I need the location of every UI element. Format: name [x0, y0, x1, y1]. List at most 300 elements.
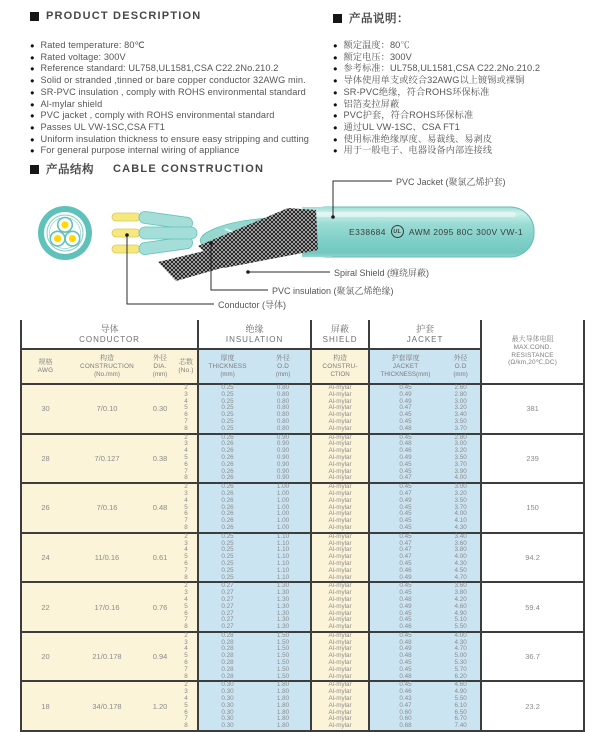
- cell-jacket-thickness: 0.46: [369, 624, 441, 632]
- cell-shield-construction: Al-mylar: [311, 689, 369, 696]
- bullet-icon: ●: [30, 146, 35, 156]
- cell-jacket-od: 3.60: [441, 541, 481, 548]
- bullet-item: [30, 63, 309, 75]
- cell-insulation-od: 0.80: [256, 384, 311, 392]
- cell-shield-construction: Al-mylar: [311, 674, 369, 682]
- cell-awg: 22: [21, 582, 69, 632]
- cell-insulation-od: 1.30: [256, 597, 311, 604]
- cell-resistance: 381: [481, 384, 584, 434]
- cell-cores: 2: [175, 632, 198, 640]
- cell-cores: 3: [175, 590, 198, 597]
- bullet-icon: ●: [333, 99, 338, 109]
- cell-jacket-thickness: 0.47: [369, 405, 441, 412]
- cell-shield-construction: Al-mylar: [311, 469, 369, 476]
- cell-cores: 5: [175, 653, 198, 660]
- group-header-insulation: [198, 320, 311, 349]
- cell-jacket-thickness: 0.49: [369, 646, 441, 653]
- cell-jacket-thickness: 0.45: [369, 681, 441, 689]
- cell-jacket-od: 3.50: [441, 455, 481, 462]
- cell-insulation-od: 1.50: [256, 640, 311, 647]
- cell-insulation-thickness: 0.25: [198, 392, 256, 399]
- cell-jacket-od: 3.90: [441, 469, 481, 476]
- cell-jacket-thickness: 0.49: [369, 498, 441, 505]
- bullet-icon: ●: [30, 76, 35, 86]
- cell-jacket-od: 4.90: [441, 689, 481, 696]
- bullet-text: Rated voltage: 300V: [40, 51, 126, 62]
- cell-insulation-thickness: 0.27: [198, 624, 256, 632]
- cell-jacket-od: 4.90: [441, 611, 481, 618]
- cell-jacket-od: 4.00: [441, 475, 481, 483]
- cell-insulation-thickness: 0.26: [198, 518, 256, 525]
- bullet-text: Al-mylar shield: [40, 98, 103, 109]
- group-header-en: CONDUCTOR: [79, 334, 140, 344]
- cell-cores: 5: [175, 455, 198, 462]
- table-row: [21, 632, 584, 640]
- stripped-wires: [112, 211, 197, 256]
- cell-jacket-od: 6.50: [441, 710, 481, 717]
- cell-shield-construction: Al-mylar: [311, 511, 369, 518]
- cell-construction: 7/0.10: [69, 384, 145, 434]
- cell-insulation-thickness: 0.25: [198, 405, 256, 412]
- cell-insulation-od: 1.80: [256, 716, 311, 723]
- cell-insulation-thickness: 0.27: [198, 617, 256, 624]
- cell-dia: 0.30: [145, 384, 175, 434]
- cell-cores: 8: [175, 426, 198, 434]
- cell-jacket-od: 5.50: [441, 696, 481, 703]
- cell-cores: 6: [175, 660, 198, 667]
- cell-insulation-od: 1.00: [256, 491, 311, 498]
- cell-shield-construction: Al-mylar: [311, 681, 369, 689]
- cell-shield-construction: Al-mylar: [311, 653, 369, 660]
- label-conductor: Conductor (导体): [218, 300, 287, 310]
- cell-jacket-od: 4.60: [441, 681, 481, 689]
- bullet-icon: ●: [30, 134, 35, 144]
- cell-insulation-od: 1.10: [256, 554, 311, 561]
- cell-jacket-od: 3.80: [441, 547, 481, 554]
- cell-shield-construction: Al-mylar: [311, 419, 369, 426]
- cell-insulation-od: 1.30: [256, 624, 311, 632]
- bullet-icon: ●: [333, 64, 338, 74]
- group-header-zh: 护套: [416, 323, 435, 334]
- cell-cores: 2: [175, 533, 198, 541]
- group-header-jacket: [369, 320, 481, 349]
- cell-cores: 5: [175, 405, 198, 412]
- cell-insulation-od: 0.90: [256, 469, 311, 476]
- cell-jacket-thickness: 0.47: [369, 547, 441, 554]
- column-header-line: (mm): [220, 370, 235, 378]
- group-header-en: INSULATION: [225, 334, 284, 344]
- cell-awg: 24: [21, 533, 69, 583]
- cell-jacket-od: 2.80: [441, 392, 481, 399]
- cell-jacket-thickness: 0.45: [369, 667, 441, 674]
- cell-shield-construction: Al-mylar: [311, 667, 369, 674]
- cell-insulation-thickness: 0.25: [198, 568, 256, 575]
- cell-insulation-thickness: 0.26: [198, 441, 256, 448]
- cell-cores: 5: [175, 604, 198, 611]
- cell-cores: 2: [175, 483, 198, 491]
- insulation-sleeve: [139, 227, 197, 239]
- column-header-line: 外径: [453, 355, 468, 363]
- table-row: [21, 582, 584, 590]
- column-header-awg: [21, 349, 69, 384]
- cell-insulation-thickness: 0.30: [198, 696, 256, 703]
- bullet-text: PVC护套，符合ROHS环保标准: [343, 110, 474, 121]
- cell-insulation-od: 1.00: [256, 518, 311, 525]
- cell-cores: 3: [175, 640, 198, 647]
- cell-jacket-thickness: 0.45: [369, 617, 441, 624]
- bullet-text: For general purpose internal wiring of appliance: [40, 145, 240, 156]
- cell-shield-construction: Al-mylar: [311, 412, 369, 419]
- label-pvc-jacket: PVC Jacket (聚氯乙烯护套): [396, 177, 506, 187]
- bullet-icon: ●: [333, 111, 338, 121]
- cell-shield-construction: Al-mylar: [311, 483, 369, 491]
- cell-insulation-od: 0.80: [256, 392, 311, 399]
- cell-jacket-thickness: 0.45: [369, 518, 441, 525]
- bullet-item: [30, 134, 309, 146]
- column-header-line: DIA.: [153, 363, 167, 371]
- bullet-item: [333, 75, 540, 87]
- cell-construction: 7/0.16: [69, 483, 145, 533]
- cell-cores: 7: [175, 568, 198, 575]
- cell-insulation-od: 1.10: [256, 533, 311, 541]
- cell-awg: 26: [21, 483, 69, 533]
- cell-cores: 4: [175, 646, 198, 653]
- column-header-line: (mm): [275, 370, 291, 378]
- cell-jacket-od: 5.10: [441, 617, 481, 624]
- cell-insulation-thickness: 0.25: [198, 426, 256, 434]
- group-header-zh: 屏蔽: [331, 323, 350, 334]
- cell-awg: 20: [21, 632, 69, 682]
- cell-construction: 34/0.178: [69, 681, 145, 731]
- bullet-item: [30, 145, 309, 157]
- cell-insulation-od: 1.10: [256, 568, 311, 575]
- cell-insulation-od: 1.50: [256, 653, 311, 660]
- cell-insulation-thickness: 0.25: [198, 575, 256, 583]
- bullet-icon: ●: [333, 41, 338, 50]
- bullet-item: [333, 134, 540, 146]
- cell-jacket-thickness: 0.47: [369, 491, 441, 498]
- group-header-zh: 导体: [100, 323, 119, 334]
- cell-insulation-thickness: 0.27: [198, 611, 256, 618]
- bullet-item: [30, 52, 309, 64]
- cell-shield-construction: Al-mylar: [311, 491, 369, 498]
- column-header-line: THICKNESS: [208, 363, 247, 371]
- cable-cross-section-diagram: [38, 206, 92, 260]
- cell-insulation-od: 0.80: [256, 426, 311, 434]
- cell-insulation-thickness: 0.26: [198, 455, 256, 462]
- cell-jacket-od: 3.70: [441, 426, 481, 434]
- group-header-zh: 绝缘: [245, 323, 264, 334]
- cell-resistance: 239: [481, 434, 584, 484]
- cell-insulation-od: 1.00: [256, 505, 311, 512]
- cell-insulation-od: 1.50: [256, 674, 311, 682]
- column-header-line: 厚度: [220, 355, 235, 363]
- cell-insulation-od: 0.80: [256, 399, 311, 406]
- cell-insulation-od: 1.30: [256, 611, 311, 618]
- cell-resistance: 94.2: [481, 533, 584, 583]
- bullet-item: [333, 110, 540, 122]
- bullet-icon: ●: [30, 122, 35, 132]
- bullet-item: [333, 52, 540, 64]
- bullet-item: [333, 40, 540, 52]
- cell-insulation-thickness: 0.25: [198, 561, 256, 568]
- cell-jacket-thickness: 0.45: [369, 533, 441, 541]
- cell-jacket-od: 3.20: [441, 405, 481, 412]
- bullet-item: [30, 75, 309, 87]
- cell-cores: 4: [175, 498, 198, 505]
- cell-dia: 1.20: [145, 681, 175, 731]
- cell-shield-construction: Al-mylar: [311, 455, 369, 462]
- cell-jacket-thickness: 0.48: [369, 674, 441, 682]
- cell-jacket-od: 4.20: [441, 597, 481, 604]
- cell-insulation-od: 1.30: [256, 590, 311, 597]
- cell-shield-construction: Al-mylar: [311, 441, 369, 448]
- column-header-line: 护套厚度: [391, 355, 420, 363]
- group-header-conductor: [21, 320, 198, 349]
- column-header-ins_t: [198, 349, 256, 384]
- bullet-text: SR-PVC绝缘，符合ROHS环保标准: [343, 86, 490, 97]
- cell-jacket-thickness: 0.45: [369, 525, 441, 533]
- section-square-icon: [30, 12, 39, 21]
- cell-jacket-od: 3.60: [441, 582, 481, 590]
- group-header-en: JACKET: [406, 334, 444, 344]
- cell-shield-construction: Al-mylar: [311, 541, 369, 548]
- bullet-item: [30, 122, 309, 134]
- cell-insulation-thickness: 0.25: [198, 547, 256, 554]
- bullet-icon: ●: [333, 146, 338, 156]
- cell-shield-construction: Al-mylar: [311, 448, 369, 455]
- jacket-spec-text: AWM 2095 80C 300V VW-1: [408, 226, 523, 237]
- cell-insulation-thickness: 0.28: [198, 660, 256, 667]
- column-header-line: (mm): [152, 370, 168, 378]
- cell-cores: 4: [175, 696, 198, 703]
- cell-insulation-thickness: 0.26: [198, 491, 256, 498]
- column-header-jkt_od: [441, 349, 481, 384]
- cell-insulation-od: 0.90: [256, 448, 311, 455]
- bullet-text: Reference standard: UL758,UL1581,CSA C22.2No.210.2: [40, 63, 279, 74]
- table-row: [21, 434, 584, 442]
- cell-shield-construction: Al-mylar: [311, 632, 369, 640]
- cell-jacket-od: 4.60: [441, 604, 481, 611]
- cell-insulation-thickness: 0.26: [198, 475, 256, 483]
- group-header-shield: [311, 320, 369, 349]
- column-header-resistance: [481, 320, 584, 384]
- cell-insulation-od: 1.00: [256, 511, 311, 518]
- label-pvc-insulation: PVC insulation (聚氯乙烯绝缘): [272, 286, 394, 296]
- cell-jacket-thickness: 0.49: [369, 604, 441, 611]
- cell-jacket-thickness: 0.45: [369, 412, 441, 419]
- spec-table-wrap: [20, 320, 585, 732]
- bullet-item: [30, 87, 309, 99]
- product-description-title-zh-text: 产品说明：: [349, 13, 409, 25]
- bullet-text: 参考标准：UL758,UL1581,CSA C22.2No.210.2: [343, 63, 541, 74]
- cell-insulation-od: 0.90: [256, 455, 311, 462]
- cell-cores: 6: [175, 412, 198, 419]
- bullet-text: 铝箔麦拉屏蔽: [343, 98, 400, 109]
- cell-cores: 4: [175, 597, 198, 604]
- column-header-line: (No./mm): [94, 370, 120, 378]
- cell-shield-construction: Al-mylar: [311, 617, 369, 624]
- cell-insulation-thickness: 0.30: [198, 689, 256, 696]
- column-header-line: O.D: [277, 363, 290, 371]
- cell-jacket-thickness: 0.48: [369, 426, 441, 434]
- cell-dia: 0.48: [145, 483, 175, 533]
- cell-jacket-thickness: 0.46: [369, 568, 441, 575]
- cell-cores: 5: [175, 703, 198, 710]
- cell-jacket-od: 3.20: [441, 448, 481, 455]
- cell-cores: 4: [175, 399, 198, 406]
- cell-cores: 6: [175, 710, 198, 717]
- cell-insulation-thickness: 0.26: [198, 469, 256, 476]
- cell-insulation-od: 0.80: [256, 412, 311, 419]
- product-description-list-zh: [333, 40, 540, 157]
- cell-insulation-thickness: 0.26: [198, 525, 256, 533]
- column-header-ins_od: [256, 349, 311, 384]
- product-description-title-zh: [333, 10, 409, 26]
- cell-jacket-thickness: 0.48: [369, 597, 441, 604]
- cell-shield-construction: Al-mylar: [311, 575, 369, 583]
- column-header-dia: [145, 349, 175, 384]
- cell-insulation-thickness: 0.26: [198, 434, 256, 442]
- bullet-text: SR-PVC insulation , comply with ROHS environmental standard: [40, 86, 306, 97]
- cell-jacket-od: 3.00: [441, 441, 481, 448]
- bullet-text: 用于一般电子、电器设备内部连接线: [343, 145, 493, 156]
- resistance-header-line: 最大导体电阻: [511, 336, 554, 344]
- cell-insulation-thickness: 0.28: [198, 646, 256, 653]
- jacket-print: [338, 225, 534, 238]
- label-spiral-shield: Spiral Shield (缠绕屏蔽): [334, 268, 430, 278]
- bullet-icon: ●: [333, 122, 338, 132]
- conductor-tip: [112, 213, 140, 221]
- cell-cores: 7: [175, 518, 198, 525]
- cell-insulation-thickness: 0.30: [198, 723, 256, 731]
- cell-shield-construction: Al-mylar: [311, 561, 369, 568]
- cell-shield-construction: Al-mylar: [311, 624, 369, 632]
- cell-cores: 6: [175, 511, 198, 518]
- cable-construction-title-en: CABLE CONSTRUCTION: [113, 163, 265, 175]
- cell-cores: 7: [175, 667, 198, 674]
- table-row: [21, 483, 584, 491]
- cell-shield-construction: Al-mylar: [311, 723, 369, 731]
- cell-jacket-od: 6.10: [441, 703, 481, 710]
- cell-jacket-thickness: 0.60: [369, 716, 441, 723]
- cell-shield-construction: Al-mylar: [311, 554, 369, 561]
- bullet-text: Solid or stranded ,tinned or bare copper conductor 32AWG min.: [40, 75, 306, 86]
- cell-insulation-thickness: 0.25: [198, 412, 256, 419]
- bullet-item: [333, 63, 540, 75]
- cell-jacket-od: 3.40: [441, 533, 481, 541]
- resistance-header-line: MAX.COND.: [513, 344, 552, 352]
- cell-insulation-thickness: 0.25: [198, 554, 256, 561]
- cell-insulation-thickness: 0.25: [198, 541, 256, 548]
- cell-jacket-od: 4.00: [441, 632, 481, 640]
- cell-jacket-od: 6.20: [441, 674, 481, 682]
- cell-jacket-od: 3.70: [441, 462, 481, 469]
- cell-jacket-thickness: 0.45: [369, 469, 441, 476]
- group-header-en: SHIELD: [322, 334, 358, 344]
- cell-jacket-thickness: 0.47: [369, 475, 441, 483]
- product-description-title: [30, 10, 201, 22]
- cell-shield-construction: Al-mylar: [311, 399, 369, 406]
- cell-shield-construction: Al-mylar: [311, 505, 369, 512]
- cell-jacket-thickness: 0.45: [369, 462, 441, 469]
- cell-jacket-od: 3.80: [441, 590, 481, 597]
- cell-insulation-od: 0.80: [256, 405, 311, 412]
- column-header-line: (mm): [453, 370, 468, 378]
- cell-jacket-thickness: 0.45: [369, 419, 441, 426]
- column-header-line: 规格: [38, 358, 53, 366]
- bullet-text: 额定电压：300V: [343, 51, 412, 62]
- cell-insulation-thickness: 0.26: [198, 505, 256, 512]
- cell-jacket-od: 6.70: [441, 716, 481, 723]
- column-header-line: 构造: [333, 355, 348, 363]
- cell-insulation-thickness: 0.28: [198, 667, 256, 674]
- cell-jacket-thickness: 0.47: [369, 703, 441, 710]
- cell-insulation-od: 1.00: [256, 498, 311, 505]
- cell-insulation-od: 0.90: [256, 441, 311, 448]
- cell-insulation-od: 1.80: [256, 681, 311, 689]
- cell-jacket-thickness: 0.45: [369, 611, 441, 618]
- cell-awg: 28: [21, 434, 69, 484]
- cell-jacket-thickness: 0.45: [369, 660, 441, 667]
- cell-insulation-thickness: 0.27: [198, 597, 256, 604]
- cell-cores: 2: [175, 582, 198, 590]
- cell-insulation-od: 1.50: [256, 667, 311, 674]
- bullet-text: Uniform insulation thickness to ensure easy stripping and cutting: [40, 133, 310, 144]
- cell-jacket-od: 4.00: [441, 554, 481, 561]
- bullet-icon: ●: [30, 41, 35, 50]
- cell-insulation-od: 0.90: [256, 434, 311, 442]
- product-description-title-text: PRODUCT DESCRIPTION: [46, 10, 202, 22]
- bullet-item: [333, 122, 540, 134]
- cell-dia: 0.38: [145, 434, 175, 484]
- cell-jacket-od: 5.50: [441, 624, 481, 632]
- bullet-text: 使用标准绝缘厚度、易裁线、易剥皮: [343, 133, 493, 144]
- cable-illustration: [0, 170, 603, 320]
- cell-resistance: 150: [481, 483, 584, 533]
- cell-jacket-thickness: 0.45: [369, 590, 441, 597]
- cell-shield-construction: Al-mylar: [311, 660, 369, 667]
- cell-jacket-od: 4.30: [441, 640, 481, 647]
- cell-cores: 8: [175, 525, 198, 533]
- cell-insulation-od: 1.30: [256, 604, 311, 611]
- column-header-line: CTION: [330, 370, 350, 378]
- bullet-item: [333, 145, 540, 157]
- cell-cores: 6: [175, 561, 198, 568]
- cable-construction-title-zh: 产品结构: [46, 164, 94, 176]
- bullet-icon: ●: [333, 87, 338, 97]
- cell-jacket-thickness: 0.45: [369, 511, 441, 518]
- ul-logo-icon: UL: [391, 225, 404, 238]
- cell-jacket-od: 4.70: [441, 575, 481, 583]
- cell-jacket-thickness: 0.48: [369, 640, 441, 647]
- cell-insulation-od: 1.30: [256, 617, 311, 624]
- cell-insulation-thickness: 0.25: [198, 384, 256, 392]
- cell-cores: 4: [175, 547, 198, 554]
- cell-shield-construction: Al-mylar: [311, 518, 369, 525]
- cell-jacket-od: 4.70: [441, 646, 481, 653]
- cell-insulation-thickness: 0.26: [198, 462, 256, 469]
- cell-jacket-od: 3.50: [441, 419, 481, 426]
- cell-jacket-od: 5.70: [441, 667, 481, 674]
- cell-jacket-od: 4.30: [441, 525, 481, 533]
- cell-shield-construction: Al-mylar: [311, 597, 369, 604]
- cell-jacket-od: 3.00: [441, 483, 481, 491]
- cell-shield-construction: Al-mylar: [311, 703, 369, 710]
- section-square-icon: [333, 14, 342, 23]
- table-row: [21, 681, 584, 689]
- cell-jacket-od: 4.50: [441, 568, 481, 575]
